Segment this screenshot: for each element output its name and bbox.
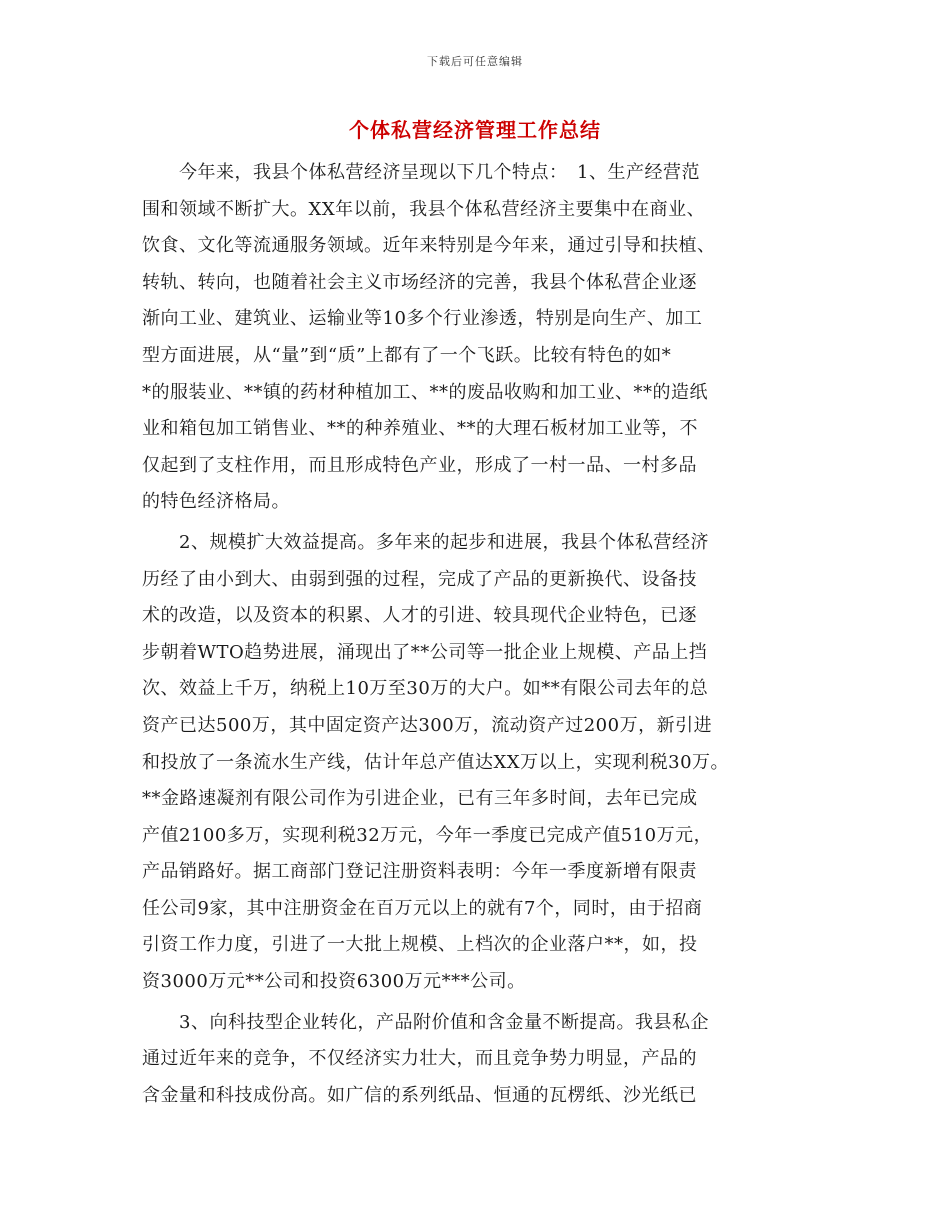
text-line: 2、规模扩大效益提高。多年来的起步和进展，我县个体私营经济	[142, 531, 709, 553]
text-line: 资产已达500万，其中固定资产达300万，流动资产过200万，新引进	[142, 714, 713, 736]
text-line: 型方面进展，从“量”到“质”上都有了一个飞跃。比较有特色的如*	[142, 344, 672, 366]
text-line: 历经了由小到大、由弱到强的过程，完成了产品的更新换代、设备技	[142, 568, 697, 590]
text-line: 任公司9家，其中注册资金在百万元以上的就有7个，同时，由于招商	[142, 897, 703, 919]
text-line: 通过近年来的竞争，不仅经济实力壮大，而且竞争势力明显，产品的	[142, 1048, 697, 1070]
text-line: 3、向科技型企业转化，产品附价值和含金量不断提高。我县私企	[142, 1011, 709, 1033]
page-header-note: 下载后可任意编辑	[427, 55, 523, 68]
paragraph-2	[142, 525, 807, 1001]
text-line: 转轨、转向，也随着社会主义市场经济的完善，我县个体私营企业逐	[142, 271, 697, 293]
text-line: 步朝着WTO趋势进展，涌现出了**公司等一批企业上规模、产品上挡	[142, 641, 708, 663]
text-line: 业和箱包加工销售业、**的种养殖业、**的大理石板材加工业等，不	[142, 418, 698, 440]
text-line: 次、效益上千万，纳税上10万至30万的大户。如**有限公司去年的总	[142, 678, 709, 700]
text-line: 的特色经济格局。	[142, 491, 290, 513]
text-line: 围和领域不断扩大。XX年以前，我县个体私营经济主要集中在商业、	[142, 198, 706, 220]
text-line: 仅起到了支柱作用，而且形成特色产业，形成了一村一品、一村多品	[142, 454, 697, 476]
text-line: 饮食、文化等流通服务领域。近年来特别是今年来，通过引导和扶植、	[142, 235, 716, 257]
text-line: 含金量和科技成份高。如广信的系列纸品、恒通的瓦楞纸、沙光纸已	[142, 1084, 697, 1106]
paragraph-1	[142, 155, 807, 521]
text-line: 和投放了一条流水生产线，估计年总产值达XX万以上，实现利税30万。	[142, 751, 730, 773]
text-line: 今年来，我县个体私营经济呈现以下几个特点： 1、生产经营范	[142, 162, 700, 183]
document-title: 个体私营经济管理工作总结	[349, 118, 601, 142]
text-line: **金路速凝剂有限公司作为引进企业，已有三年多时间，去年已完成	[142, 788, 698, 810]
text-line: 引资工作力度，引进了一大批上规模、上档次的企业落户**，如，投	[142, 934, 698, 956]
text-line: 资3000万元**公司和投资6300万元***公司。	[142, 971, 526, 993]
text-line: 产值2100多万，实现利税32万元，今年一季度已完成产值510万元，	[142, 824, 713, 846]
text-line: *的服装业、**镇的药材种植加工、**的废品收购和加工业、**的造纸	[142, 381, 708, 403]
document-body	[142, 155, 807, 1114]
text-line: 产品销路好。据工商部门登记注册资料表明：今年一季度新增有限责	[142, 861, 697, 883]
text-line: 术的改造，以及资本的积累、人才的引进、较具现代企业特色，已逐	[142, 605, 697, 627]
text-line: 渐向工业、建筑业、运输业等10多个行业渗透，特别是向生产、加工	[142, 308, 703, 330]
paragraph-3	[142, 1005, 807, 1115]
